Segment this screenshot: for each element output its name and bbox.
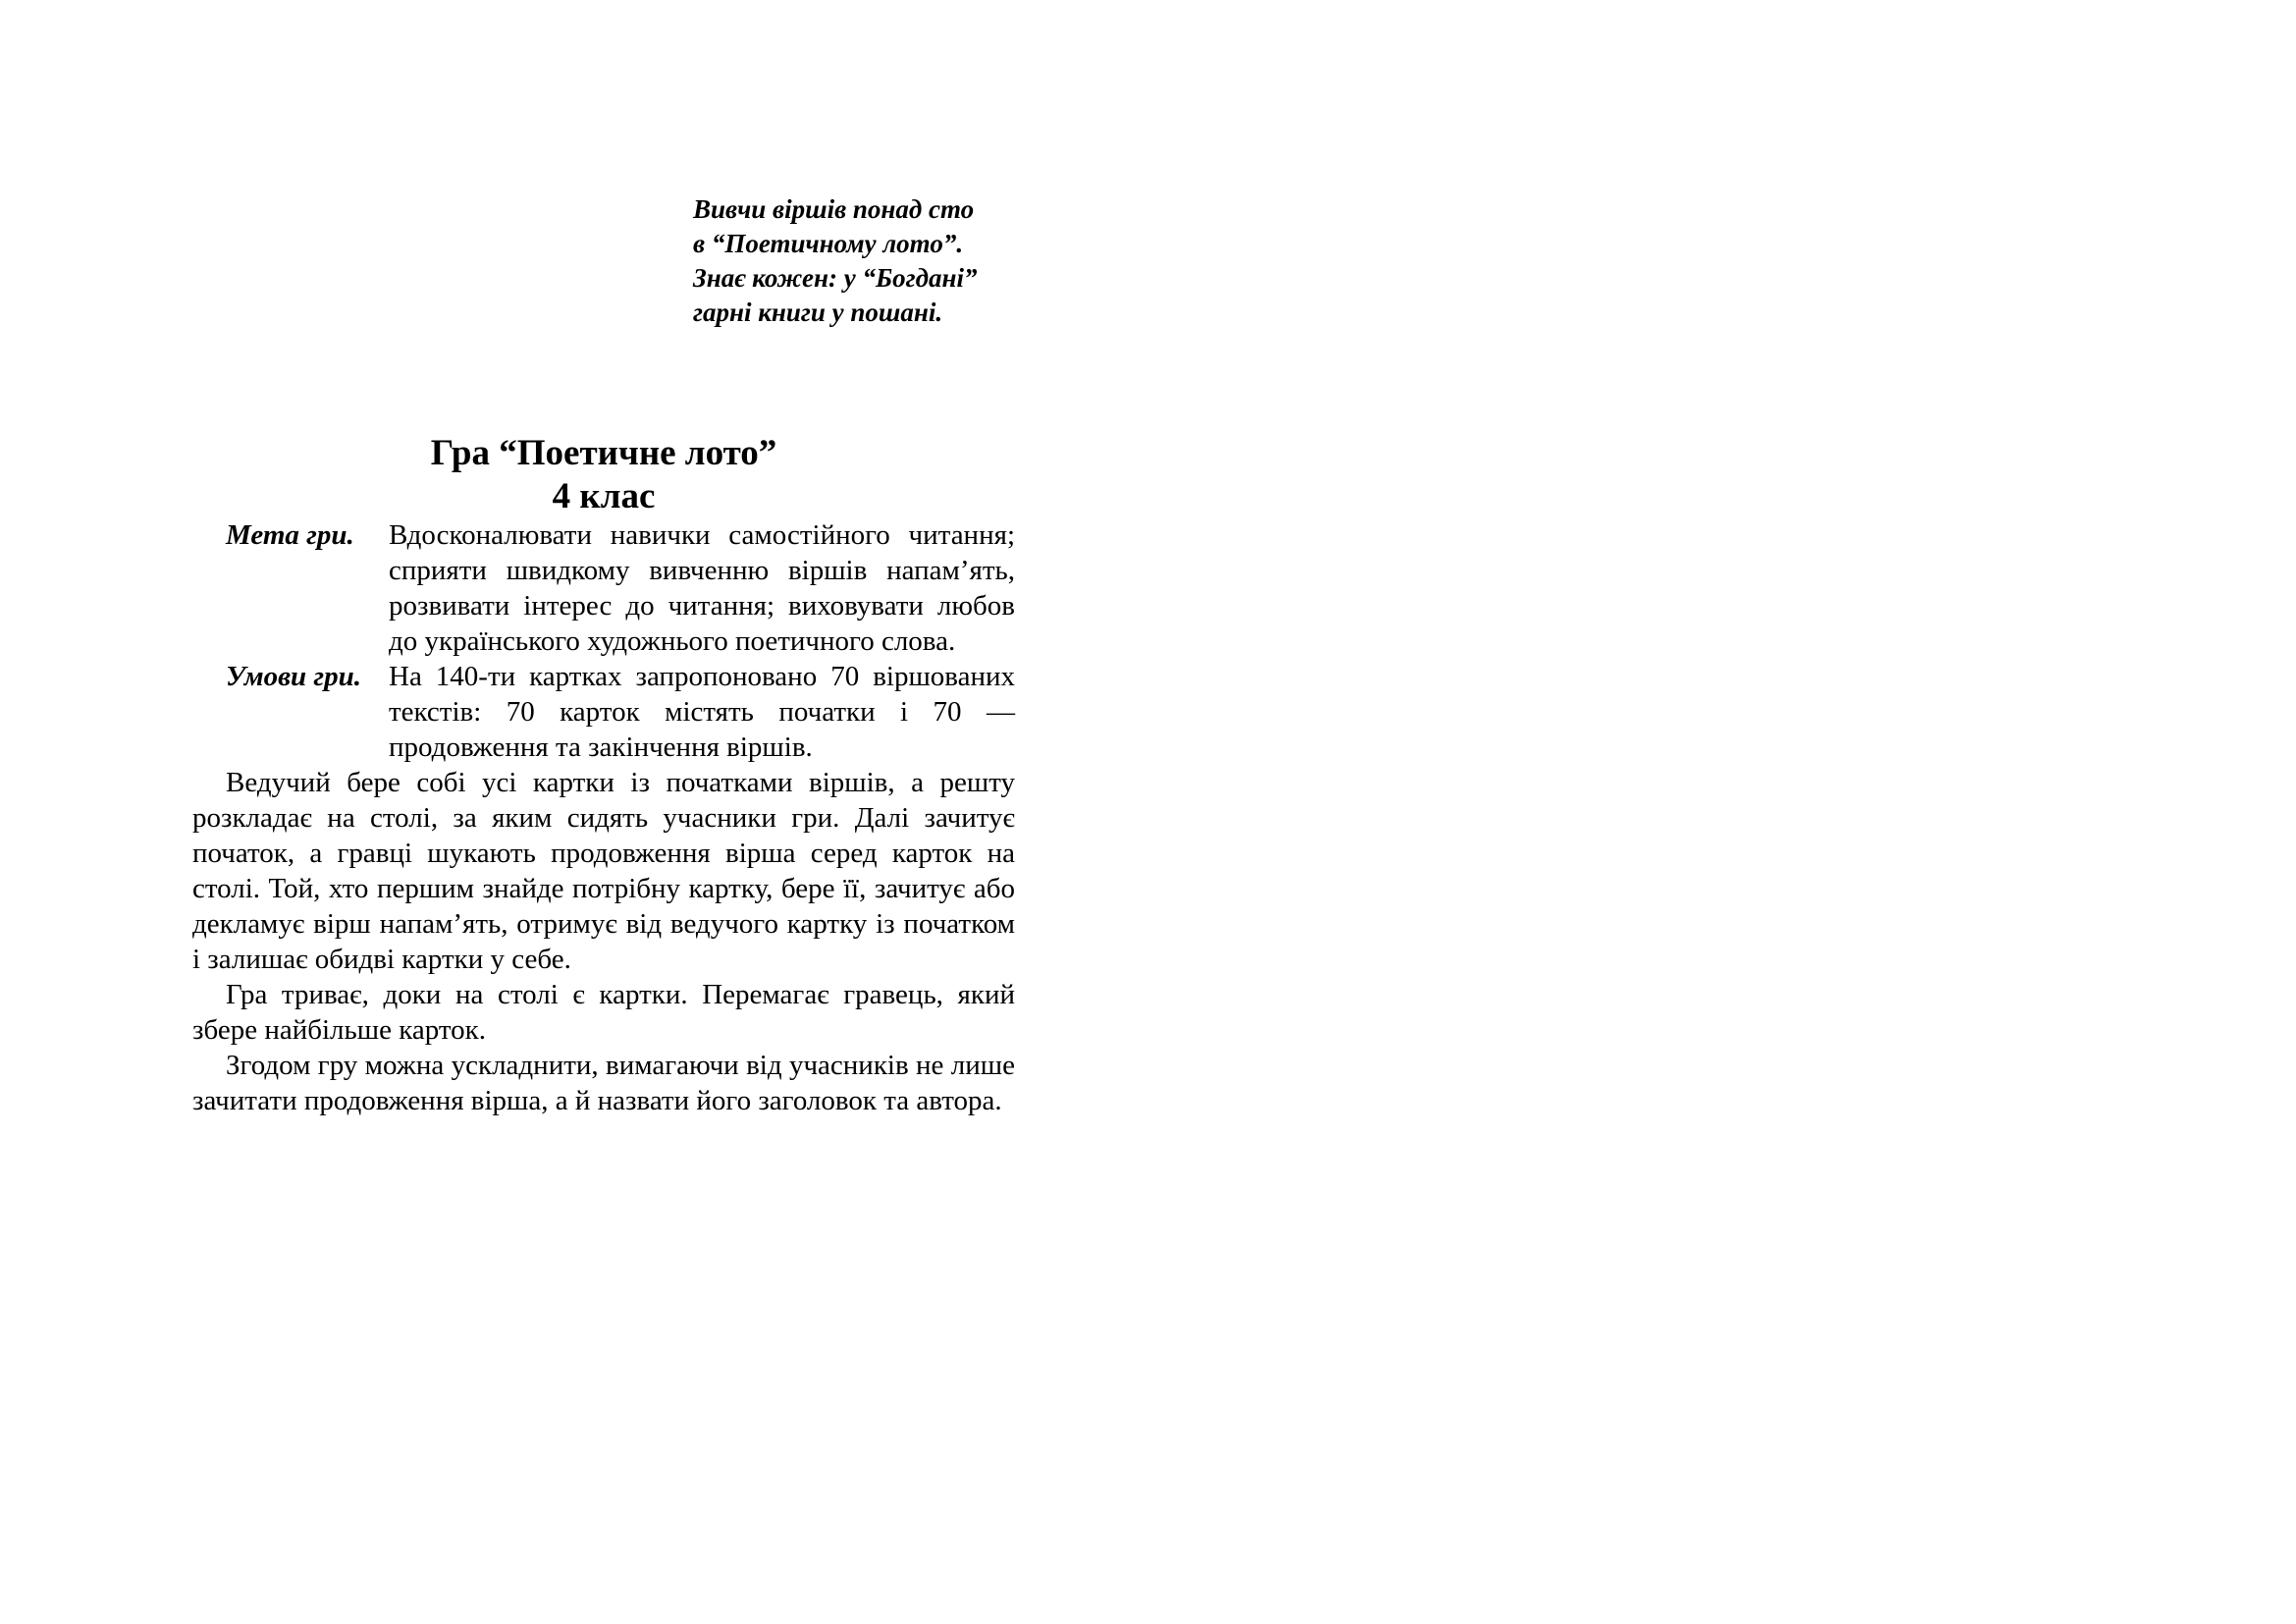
rules-section — [192, 659, 1015, 765]
game-description — [192, 517, 1015, 1118]
epigraph-line: Вивчи віршів понад сто — [693, 194, 975, 224]
epigraph-line: в “Поетичному лото”. — [693, 229, 964, 258]
rules-text: На 140-ти картках запропоновано 70 віршованих текстів: 70 карток містять початки і 70 — продовження та закінчення віршів. — [389, 661, 1015, 763]
rules-label: Умови гри. — [226, 661, 362, 692]
game-title — [192, 432, 1015, 518]
epigraph-line: гарні книги у пошані. — [693, 298, 943, 327]
game-title-main: Гра “Поетичне лото” — [430, 433, 777, 473]
epigraph-line: Знає кожен: у “Богдані” — [693, 263, 978, 293]
goal-label: Мета гри. — [226, 519, 354, 551]
paragraph: Згодом гру можна ускладнити, вимагаючи від учасників не лише зачитати продовження вірша, а й назвати його заголовок та автора. — [192, 1050, 1015, 1116]
goal-text: Вдосконалювати навички самостійного читання; сприяти швидкому вивченню віршів напам’ять, розвивати інтерес до читання; виховувати любов до українського художнього поетичного слова. — [389, 519, 1015, 657]
epigraph — [693, 192, 1105, 330]
paragraph: Ведучий бере собі усі картки із початками віршів, а решту розкладає на столі, за яким сидять учасники гри. Далі зачитує початок, а гравці шукають продовження вірша серед карток на столі. Той, хто першим знайде потрібну картку, бере її, зачитує або декламує вірш напам’ять, отримує від ведучого картку із початком і залишає обидві картки у себе. — [192, 767, 1015, 975]
goal-section — [192, 517, 1015, 659]
paragraph: Гра триває, доки на столі є картки. Перемагає гравець, який збере найбільше карток. — [192, 979, 1015, 1046]
game-title-grade: 4 клас — [552, 476, 656, 516]
